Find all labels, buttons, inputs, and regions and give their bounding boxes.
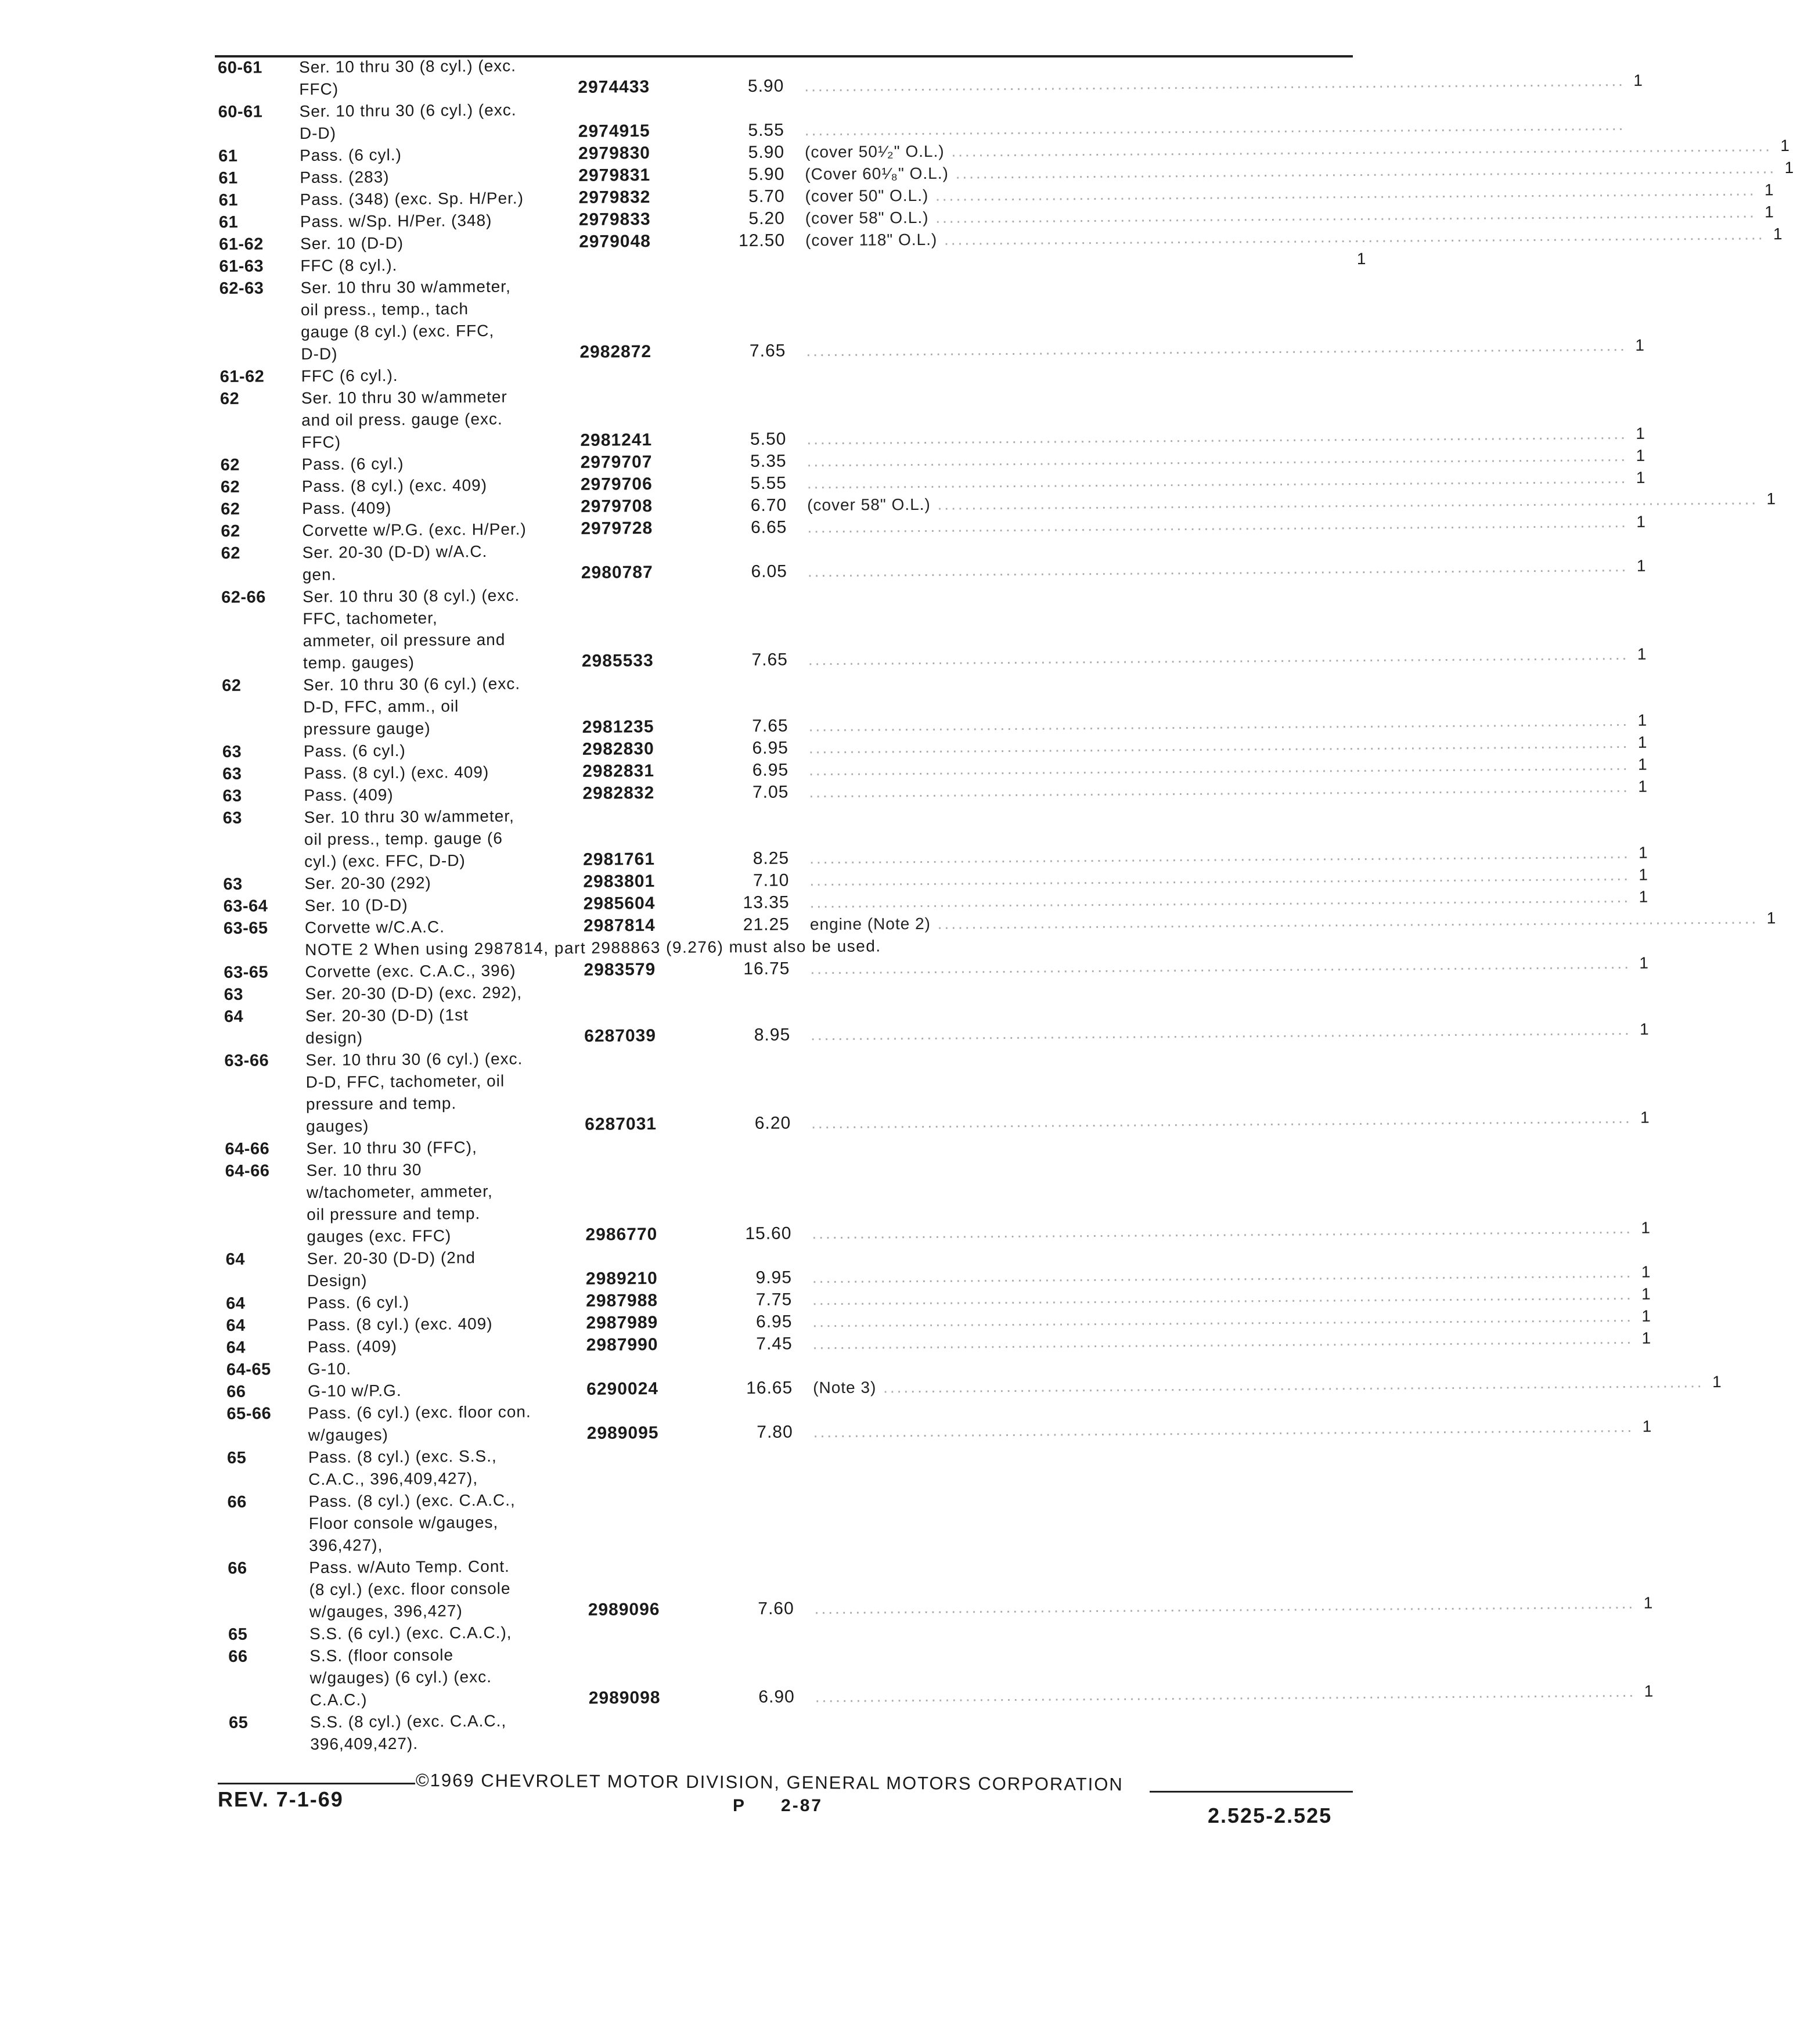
application-description: Corvette (exc. C.A.C., 396) <box>305 961 516 981</box>
list-price: 21.25 <box>743 915 790 935</box>
group-code: 2.525-2.525 <box>1208 1804 1333 1827</box>
application-description: Pass. (8 cyl.) (exc. 409) <box>304 762 489 783</box>
parts-row <box>228 1638 1654 1712</box>
quantity: 1 <box>1641 1218 1651 1237</box>
leader-dots: ........................................................................................................................ <box>813 1417 1634 1441</box>
model-year: 62 <box>221 499 240 519</box>
quantity: 1 <box>1636 512 1645 531</box>
remarks <box>811 1019 1632 1046</box>
list-price: 7.10 <box>752 870 790 890</box>
quantity: 1 <box>1356 249 1366 268</box>
list-price: 5.90 <box>748 142 785 162</box>
list-price: 7.65 <box>752 716 788 736</box>
application-description: Pass. (8 cyl.) (exc. 409) <box>307 1314 493 1334</box>
model-year: 65-66 <box>226 1404 272 1423</box>
footer-rule-left <box>218 1783 415 1784</box>
part-number: 2983579 <box>584 960 656 980</box>
parts-row <box>226 1395 1652 1447</box>
part-number: 2979832 <box>578 188 651 207</box>
model-year: 64 <box>226 1316 246 1335</box>
remarks <box>813 1327 1634 1355</box>
list-price: 6.90 <box>758 1687 795 1707</box>
application-description: Ser. 10 thru 30 (6 cyl.) (exc. D-D) <box>299 100 517 143</box>
parts-row <box>218 49 1643 101</box>
list-price: 16.65 <box>746 1378 793 1398</box>
list-price: 7.05 <box>752 782 789 802</box>
page-letter: P <box>733 1796 747 1815</box>
model-year: 64-66 <box>225 1161 270 1181</box>
leader-dots: ........................................................................................................................ <box>804 71 1625 95</box>
part-number: 2979706 <box>580 474 653 494</box>
model-year: 66 <box>228 1647 248 1666</box>
list-price: 5.50 <box>750 429 787 449</box>
leader-dots: ........................................................................................................................ <box>812 1329 1634 1353</box>
part-number: 2987814 <box>583 916 656 935</box>
quantity: 1 <box>1637 711 1647 729</box>
leader-dots: ........................................................................................................................ <box>806 446 1628 470</box>
application-description: Pass. (6 cyl.) <box>307 1293 410 1312</box>
part-number: 2989095 <box>586 1423 659 1443</box>
list-price: 16.75 <box>743 959 790 979</box>
application-description: Pass. w/Sp. H/Per. (348) <box>300 211 492 231</box>
part-number: 2979048 <box>579 232 651 251</box>
model-year: 62-63 <box>219 279 264 298</box>
leader-dots: ........................................................................................................................ <box>808 711 1630 735</box>
part-number: 2982872 <box>579 342 652 362</box>
leader-dots: ........................................................................................................................ <box>807 512 1628 537</box>
part-number: 2981241 <box>580 430 653 450</box>
leader-dots: ........................................................................................................................ <box>809 843 1630 868</box>
model-year: 62 <box>220 477 240 496</box>
quantity: 1 <box>1765 203 1774 221</box>
parts-row <box>219 380 1645 454</box>
parts-row <box>225 1153 1651 1248</box>
model-year: 64-65 <box>226 1360 271 1379</box>
leader-dots: ........................................................................................................................ <box>812 1307 1634 1331</box>
list-price: 6.65 <box>750 517 787 537</box>
leader-dots: ........................................................................................................................ <box>808 645 1629 669</box>
application-description: Pass. (409) <box>307 1337 398 1356</box>
model-year: 61-62 <box>219 367 265 386</box>
quantity: 1 <box>1635 336 1644 354</box>
list-price: 5.35 <box>750 451 787 471</box>
list-price: 7.45 <box>756 1334 793 1354</box>
copyright-line: ©1969 CHEVROLET MOTOR DIVISION, GENERAL MOTORS CORPORATION <box>415 1770 1124 1795</box>
application-description: Ser. 10 thru 30 w/ammeter, oil press., temp., tach gauge (8 cyl.) (exc. FFC, D-D) <box>300 277 511 364</box>
remarks <box>813 1416 1634 1443</box>
quantity: 1 <box>1773 225 1783 243</box>
part-number: 2979831 <box>578 165 651 185</box>
list-price: 6.95 <box>752 760 789 780</box>
model-year: 63 <box>222 764 242 783</box>
list-price: 5.55 <box>748 120 784 140</box>
model-year: 64 <box>226 1294 246 1313</box>
leader-dots: ........................................................................................................................ <box>809 887 1631 912</box>
application-description: S.S. (floor console w/gauges) (6 cyl.) (exc. C.A.C.) <box>309 1646 492 1710</box>
application-description: Ser. 10 thru 30 w/tachometer, ammeter, oil pressure and temp. gauges (exc. FFC) <box>306 1160 493 1246</box>
list-price: 5.55 <box>750 473 787 493</box>
part-number: 2982832 <box>582 783 655 803</box>
leader-dots: ........................................................................................................................ <box>809 865 1631 890</box>
list-price: 7.60 <box>758 1599 794 1618</box>
model-year: 66 <box>227 1492 247 1512</box>
parts-row <box>227 1484 1374 1557</box>
quantity: 1 <box>1639 953 1649 972</box>
application-description: Ser. 20-30 (D-D) (1st design) <box>305 1006 469 1048</box>
application-description: Ser. 10 thru 30 (8 cyl.) (exc. FFC, tachometer, ammeter, oil pressure and temp. gauges) <box>303 586 520 672</box>
application-description: Pass. (6 cyl.) <box>303 741 406 761</box>
application-description: Ser. 10 thru 30 w/ammeter and oil press. gauge (exc. FFC) <box>301 387 507 452</box>
remarks <box>809 776 1630 803</box>
model-year: 60-61 <box>218 58 262 77</box>
model-year: 61 <box>218 168 238 188</box>
remarks <box>815 1592 1636 1620</box>
parts-row <box>228 1550 1653 1624</box>
model-year: 63 <box>222 742 242 761</box>
model-year: 63-64 <box>223 897 268 916</box>
part-number: 2980787 <box>581 563 653 582</box>
application-description: Pass. (409) <box>302 499 392 518</box>
part-number: 2979708 <box>581 496 653 516</box>
remark-text: (cover 118" O.L.) <box>805 230 938 250</box>
leader-dots: ........................................................................................................................ <box>930 909 1759 933</box>
quantity: 1 <box>1642 1417 1652 1435</box>
application-description: Ser. 10 thru 30 (6 cyl.) (exc. D-D, FFC, tachometer, oil pressure and temp. gauges) <box>305 1049 523 1136</box>
model-year: 62 <box>221 521 240 541</box>
parts-row <box>219 270 1644 366</box>
application-description: Pass. (6 cyl.) <box>301 454 404 474</box>
list-price: 15.60 <box>745 1223 792 1244</box>
model-year: 62-66 <box>221 588 266 607</box>
remarks <box>815 1680 1636 1708</box>
model-year: 61-63 <box>219 257 264 276</box>
parts-row <box>224 1042 1650 1138</box>
part-number: 2979728 <box>581 519 653 538</box>
part-number: 2989098 <box>588 1688 661 1708</box>
list-price: 12.50 <box>738 231 786 251</box>
model-year: 64 <box>225 1250 246 1269</box>
part-number: 2982830 <box>582 739 654 759</box>
list-price: 7.65 <box>751 650 788 670</box>
remarks <box>810 952 1631 980</box>
leader-dots: ........................................................................................................................ <box>811 1108 1632 1132</box>
list-price: 8.95 <box>754 1025 791 1045</box>
application-description: Pass. (348) (exc. Sp. H/Per.) <box>300 189 524 209</box>
parts-row <box>227 1440 1374 1491</box>
page-num: 2-87 <box>781 1796 823 1815</box>
quantity: 1 <box>1636 468 1645 487</box>
part-number: 6287031 <box>585 1114 657 1134</box>
leader-dots: ........................................................................................................................ <box>810 953 1632 978</box>
application-description: Pass. (8 cyl.) (exc. S.S., C.A.C., 396,409,427), <box>308 1446 497 1489</box>
remarks <box>808 643 1629 671</box>
parts-list <box>218 49 1794 1756</box>
leader-dots: ........................................................................................................................ <box>930 490 1759 513</box>
leader-dots: ........................................................................................................................ <box>814 1593 1636 1618</box>
quantity: 1 <box>1637 755 1647 773</box>
part-number: 2981761 <box>583 850 656 869</box>
model-year: 64 <box>224 1007 244 1026</box>
list-price: 6.20 <box>754 1113 791 1133</box>
parts-row <box>221 535 1646 586</box>
part-number: 2981235 <box>582 717 654 737</box>
note-text: NOTE 2 When using 2987814, part 2988863 (9.276) must also be used. <box>305 937 881 959</box>
model-year: 62 <box>221 544 241 563</box>
leader-dots: ........................................................................................................................ <box>812 1218 1633 1243</box>
list-price: 6.95 <box>755 1312 793 1332</box>
part-number: 2985604 <box>583 894 656 913</box>
model-year: 61 <box>218 146 238 165</box>
quantity: 1 <box>1641 1262 1651 1281</box>
model-year: 65 <box>228 1625 248 1644</box>
leader-dots: ........................................................................................................................ <box>812 1262 1633 1287</box>
list-price: 7.65 <box>749 341 786 361</box>
application-description: Ser. 10 thru 30 (8 cyl.) (exc. FFC) <box>299 56 517 99</box>
application-description: Ser. 10 thru 30 (6 cyl.) (exc. D-D, FFC, amm., oil pressure gauge) <box>303 674 521 739</box>
application-description: Pass. (6 cyl.) (exc. floor con. w/gauges) <box>308 1402 531 1445</box>
leader-dots: ........................................................................................................................ <box>804 115 1626 139</box>
list-price: 5.20 <box>748 208 785 228</box>
leader-dots: ........................................................................................................................ <box>809 755 1630 779</box>
part-number: 2983801 <box>583 872 656 891</box>
part-number: 2986770 <box>585 1225 658 1244</box>
parts-row <box>224 998 1649 1050</box>
quantity: 1 <box>1637 645 1647 663</box>
part-number: 6290024 <box>586 1379 659 1399</box>
model-year: 62 <box>219 389 240 408</box>
model-year: 62 <box>220 455 240 474</box>
model-year: 66 <box>228 1559 247 1578</box>
leader-dots: ........................................................................................................................ <box>944 136 1773 160</box>
remark-text: (cover 58" O.L.) <box>807 495 931 514</box>
list-price: 6.05 <box>751 562 788 581</box>
remarks <box>806 334 1627 362</box>
quantity: 1 <box>1766 490 1776 508</box>
part-number: 2985533 <box>581 651 654 671</box>
leader-dots: ........................................................................................................................ <box>811 1020 1632 1044</box>
quantity: 1 <box>1644 1682 1654 1700</box>
quantity: 1 <box>1641 1284 1651 1303</box>
model-year: 63 <box>222 808 243 827</box>
application-description: Ser. 10 thru 30 (FFC), <box>306 1138 477 1158</box>
quantity: 1 <box>1638 777 1648 796</box>
quantity: 1 <box>1639 865 1648 884</box>
model-year: 63-65 <box>224 963 269 982</box>
remark-text: (Note 3) <box>813 1378 877 1397</box>
model-year: 63 <box>222 786 242 805</box>
quantity: 1 <box>1636 556 1646 575</box>
footer-rule-right <box>1150 1791 1353 1793</box>
model-year: 65 <box>228 1713 249 1732</box>
application-description: S.S. (6 cyl.) (exc. C.A.C.), <box>309 1623 512 1643</box>
application-description: FFC (6 cyl.). <box>301 366 398 386</box>
part-number: 6287039 <box>584 1026 657 1046</box>
remarks <box>815 1748 1358 1752</box>
quantity: 1 <box>1639 887 1648 906</box>
application-description: Ser. 20-30 (D-D) (exc. 292), <box>305 983 523 1003</box>
leader-dots: ........................................................................................................................ <box>806 424 1627 448</box>
application-description: Ser. 10 (D-D) <box>300 233 404 253</box>
list-price: 6.70 <box>750 495 787 515</box>
part-number: 2987990 <box>586 1335 658 1355</box>
part-number: 2989096 <box>588 1600 660 1620</box>
quantity: 1 <box>1766 909 1776 927</box>
application-description: Ser. 20-30 (D-D) (2nd Design) <box>307 1248 476 1290</box>
model-year: 60-61 <box>218 102 263 121</box>
application-description: G-10. <box>307 1359 352 1379</box>
quantity: 1 <box>1780 136 1790 155</box>
list-price: 7.80 <box>757 1422 793 1442</box>
remarks <box>811 1107 1632 1134</box>
list-price: 5.90 <box>747 76 784 96</box>
list-price: 9.95 <box>755 1268 793 1287</box>
application-description: Pass. (409) <box>304 786 394 805</box>
list-price: 5.70 <box>748 186 785 206</box>
model-year: 65 <box>226 1448 247 1467</box>
model-year: 64 <box>226 1338 246 1357</box>
application-description: Corvette w/P.G. (exc. H/Per.) <box>302 520 527 540</box>
part-number <box>589 1752 737 1754</box>
list-price: 5.90 <box>748 164 785 184</box>
application-description: Pass. (8 cyl.) (exc. C.A.C., Floor console w/gauges, 396,427), <box>308 1491 516 1555</box>
remarks <box>804 70 1625 97</box>
quantity: 1 <box>1639 1020 1649 1038</box>
model-year: 62 <box>222 676 242 695</box>
application-description: FFC (8 cyl.). <box>300 256 398 275</box>
quantity: 1 <box>1636 446 1645 465</box>
model-year: 63-66 <box>224 1051 269 1070</box>
leader-dots: ........................................................................................................................ <box>808 733 1630 757</box>
quantity: 1 <box>1633 71 1643 89</box>
quantity: 1 <box>1641 1307 1651 1325</box>
parts-row <box>225 1241 1651 1293</box>
parts-row <box>218 93 1626 145</box>
application-description: Pass. (6 cyl.) <box>300 145 402 165</box>
leader-dots: ........................................................................................................................ <box>815 1682 1636 1706</box>
application-description: Corvette w/C.A.C. <box>304 917 445 937</box>
remark-text: (cover 50" O.L.) <box>805 186 929 206</box>
revision-date: REV. 7-1-69 <box>218 1787 344 1811</box>
quantity: 1 <box>1712 1372 1722 1391</box>
model-year: 61 <box>218 190 239 210</box>
application-description: Pass. (283) <box>300 168 390 187</box>
parts-row <box>222 800 1648 873</box>
parts-row <box>221 579 1647 675</box>
part-number: 2987989 <box>586 1313 658 1333</box>
quantity: 1 <box>1640 1108 1650 1127</box>
leader-dots: ........................................................................................................................ <box>928 203 1756 226</box>
leader-dots: ........................................................................................................................ <box>809 777 1630 801</box>
quantity: 1 <box>1636 424 1645 442</box>
page-number <box>733 1796 823 1816</box>
application-description: Ser. 20-30 (292) <box>304 873 431 893</box>
list-price: 8.25 <box>752 848 790 868</box>
leader-dots: ........................................................................................................................ <box>806 336 1627 360</box>
leader-dots: ........................................................................................................................ <box>812 1284 1633 1309</box>
part-number: 2989210 <box>585 1269 658 1289</box>
part-number: 2974915 <box>578 121 650 141</box>
application-description: Ser. 10 (D-D) <box>304 895 408 915</box>
model-year: 63-65 <box>223 919 268 938</box>
leader-dots: ........................................................................................................................ <box>807 556 1629 581</box>
remark-text: (Cover 60¹⁄₈" O.L.) <box>805 164 949 183</box>
part-number: 2979830 <box>578 143 651 163</box>
part-number: 2974433 <box>578 77 650 97</box>
application-description: Ser. 20-30 (D-D) w/A.C. gen. <box>302 542 488 584</box>
model-year: 66 <box>226 1382 246 1401</box>
model-year: 61 <box>218 213 239 232</box>
parts-row <box>229 1704 1375 1756</box>
quantity: 1 <box>1637 733 1647 751</box>
model-year: 64-66 <box>225 1139 270 1158</box>
quantity: 1 <box>1784 159 1794 177</box>
model-year: 63 <box>224 985 244 1004</box>
list-price: 7.75 <box>755 1290 793 1309</box>
remarks <box>808 555 1629 582</box>
remarks <box>807 511 1628 538</box>
application-description: Pass. (8 cyl.) (exc. 409) <box>301 476 488 496</box>
application-description: Pass. w/Auto Temp. Cont. (8 cyl.) (exc. floor console w/gauges, 396,427) <box>309 1557 511 1621</box>
remarks <box>812 1217 1633 1244</box>
quantity: 1 <box>1764 181 1774 199</box>
application-description: G-10 w/P.G. <box>308 1381 402 1401</box>
leader-dots: ........................................................................................................................ <box>928 181 1756 204</box>
leader-dots: ........................................................................................................................ <box>876 1373 1704 1397</box>
quantity: 1 <box>1643 1593 1653 1612</box>
leader-dots: ........................................................................................................................ <box>937 225 1765 249</box>
leader-dots: ........................................................................................................................ <box>806 468 1628 492</box>
application-description: S.S. (8 cyl.) (exc. C.A.C., 396,409,427). <box>309 1711 507 1754</box>
list-price: 13.35 <box>743 893 790 913</box>
part-number: 2987988 <box>586 1291 658 1311</box>
parts-row <box>222 667 1647 741</box>
remark-text: engine (Note 2) <box>809 914 931 934</box>
quantity: 1 <box>1638 843 1648 862</box>
list-price: 6.95 <box>752 738 789 758</box>
part-number: 2979833 <box>578 210 651 229</box>
application-description: Ser. 10 thru 30 w/ammeter, oil press., temp. gauge (6 cyl.) (exc. FFC, D-D) <box>304 807 514 871</box>
model-year: 61-62 <box>219 235 264 254</box>
part-number: 2982831 <box>582 761 655 781</box>
quantity: 1 <box>1641 1329 1651 1347</box>
model-year: 63 <box>223 875 243 894</box>
remark-text: (cover 58" O.L.) <box>805 208 929 228</box>
part-number: 2979707 <box>580 452 653 472</box>
remark-text: (cover 50¹⁄₂" O.L.) <box>805 142 945 161</box>
leader-dots: ........................................................................................................................ <box>948 159 1777 182</box>
